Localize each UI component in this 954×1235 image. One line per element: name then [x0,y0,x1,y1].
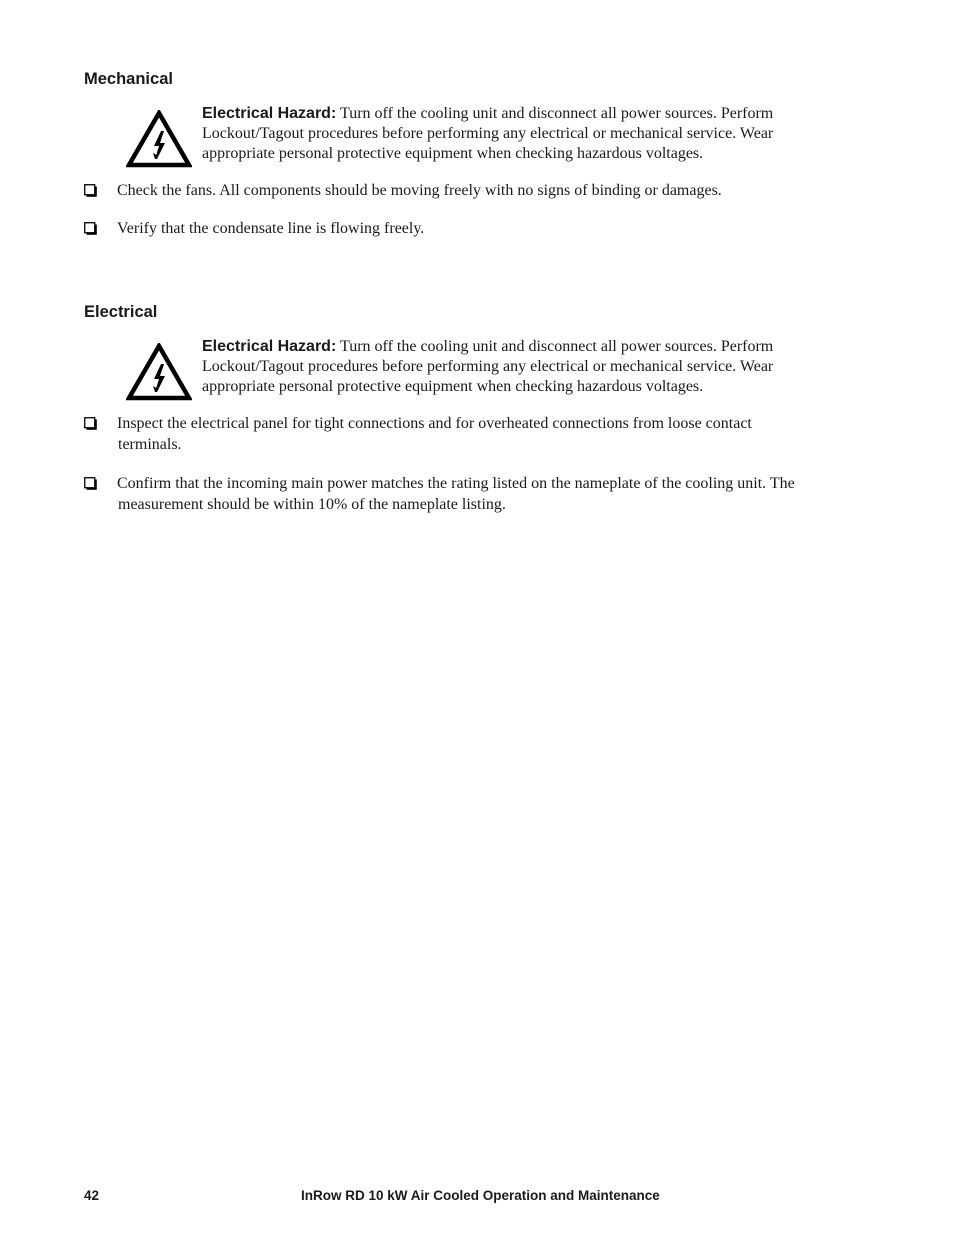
hazard-label: Electrical Hazard: [202,105,337,122]
hazard-line: appropriate personal protective equipment when checking hazardous voltages. [202,145,704,163]
electrical-hazard-icon [126,343,192,401]
page-number: 42 [84,1188,100,1203]
section-heading-electrical: Electrical [84,303,158,321]
hazard-line: Lockout/Tagout procedures before performing any electrical or mechanical service. Wear [202,125,774,143]
hazard-line: Turn off the cooling unit and disconnect all power sources. Perform [340,338,774,355]
checklist-item-text: Confirm that the incoming main power matches the rating listed on the nameplate of the cooling unit. The measurement should be within 10% of the nameplate listing. [117,475,795,513]
hazard-line: appropriate personal protective equipment when checking hazardous voltages. [202,378,704,396]
hazard-line: Lockout/Tagout procedures before performing any electrical or mechanical service. Wear [202,358,774,376]
checklist-item-text: Inspect the electrical panel for tight connections and for overheated connections from loose contact terminals. [117,415,752,453]
checkbox-icon[interactable] [84,222,97,235]
checkbox-icon[interactable] [84,184,97,197]
hazard-notice-mechanical [0,104,954,174]
hazard-line: Turn off the cooling unit and disconnect all power sources. Perform [340,105,774,122]
checkbox-icon[interactable] [84,417,97,430]
checkbox-icon[interactable] [84,477,97,490]
section-heading-mechanical: Mechanical [84,70,173,88]
document-title: InRow RD 10 kW Air Cooled Operation and Maintenance [301,1188,660,1203]
electrical-hazard-icon [126,110,192,168]
hazard-message [202,337,832,398]
hazard-notice-electrical [0,337,954,407]
hazard-message [202,104,832,165]
checklist-item-text: Verify that the condensate line is flowing freely. [117,220,425,237]
hazard-label: Electrical Hazard: [202,338,337,355]
checklist-item-text: Check the fans. All components should be moving freely with no signs of binding or damages. [117,182,722,199]
